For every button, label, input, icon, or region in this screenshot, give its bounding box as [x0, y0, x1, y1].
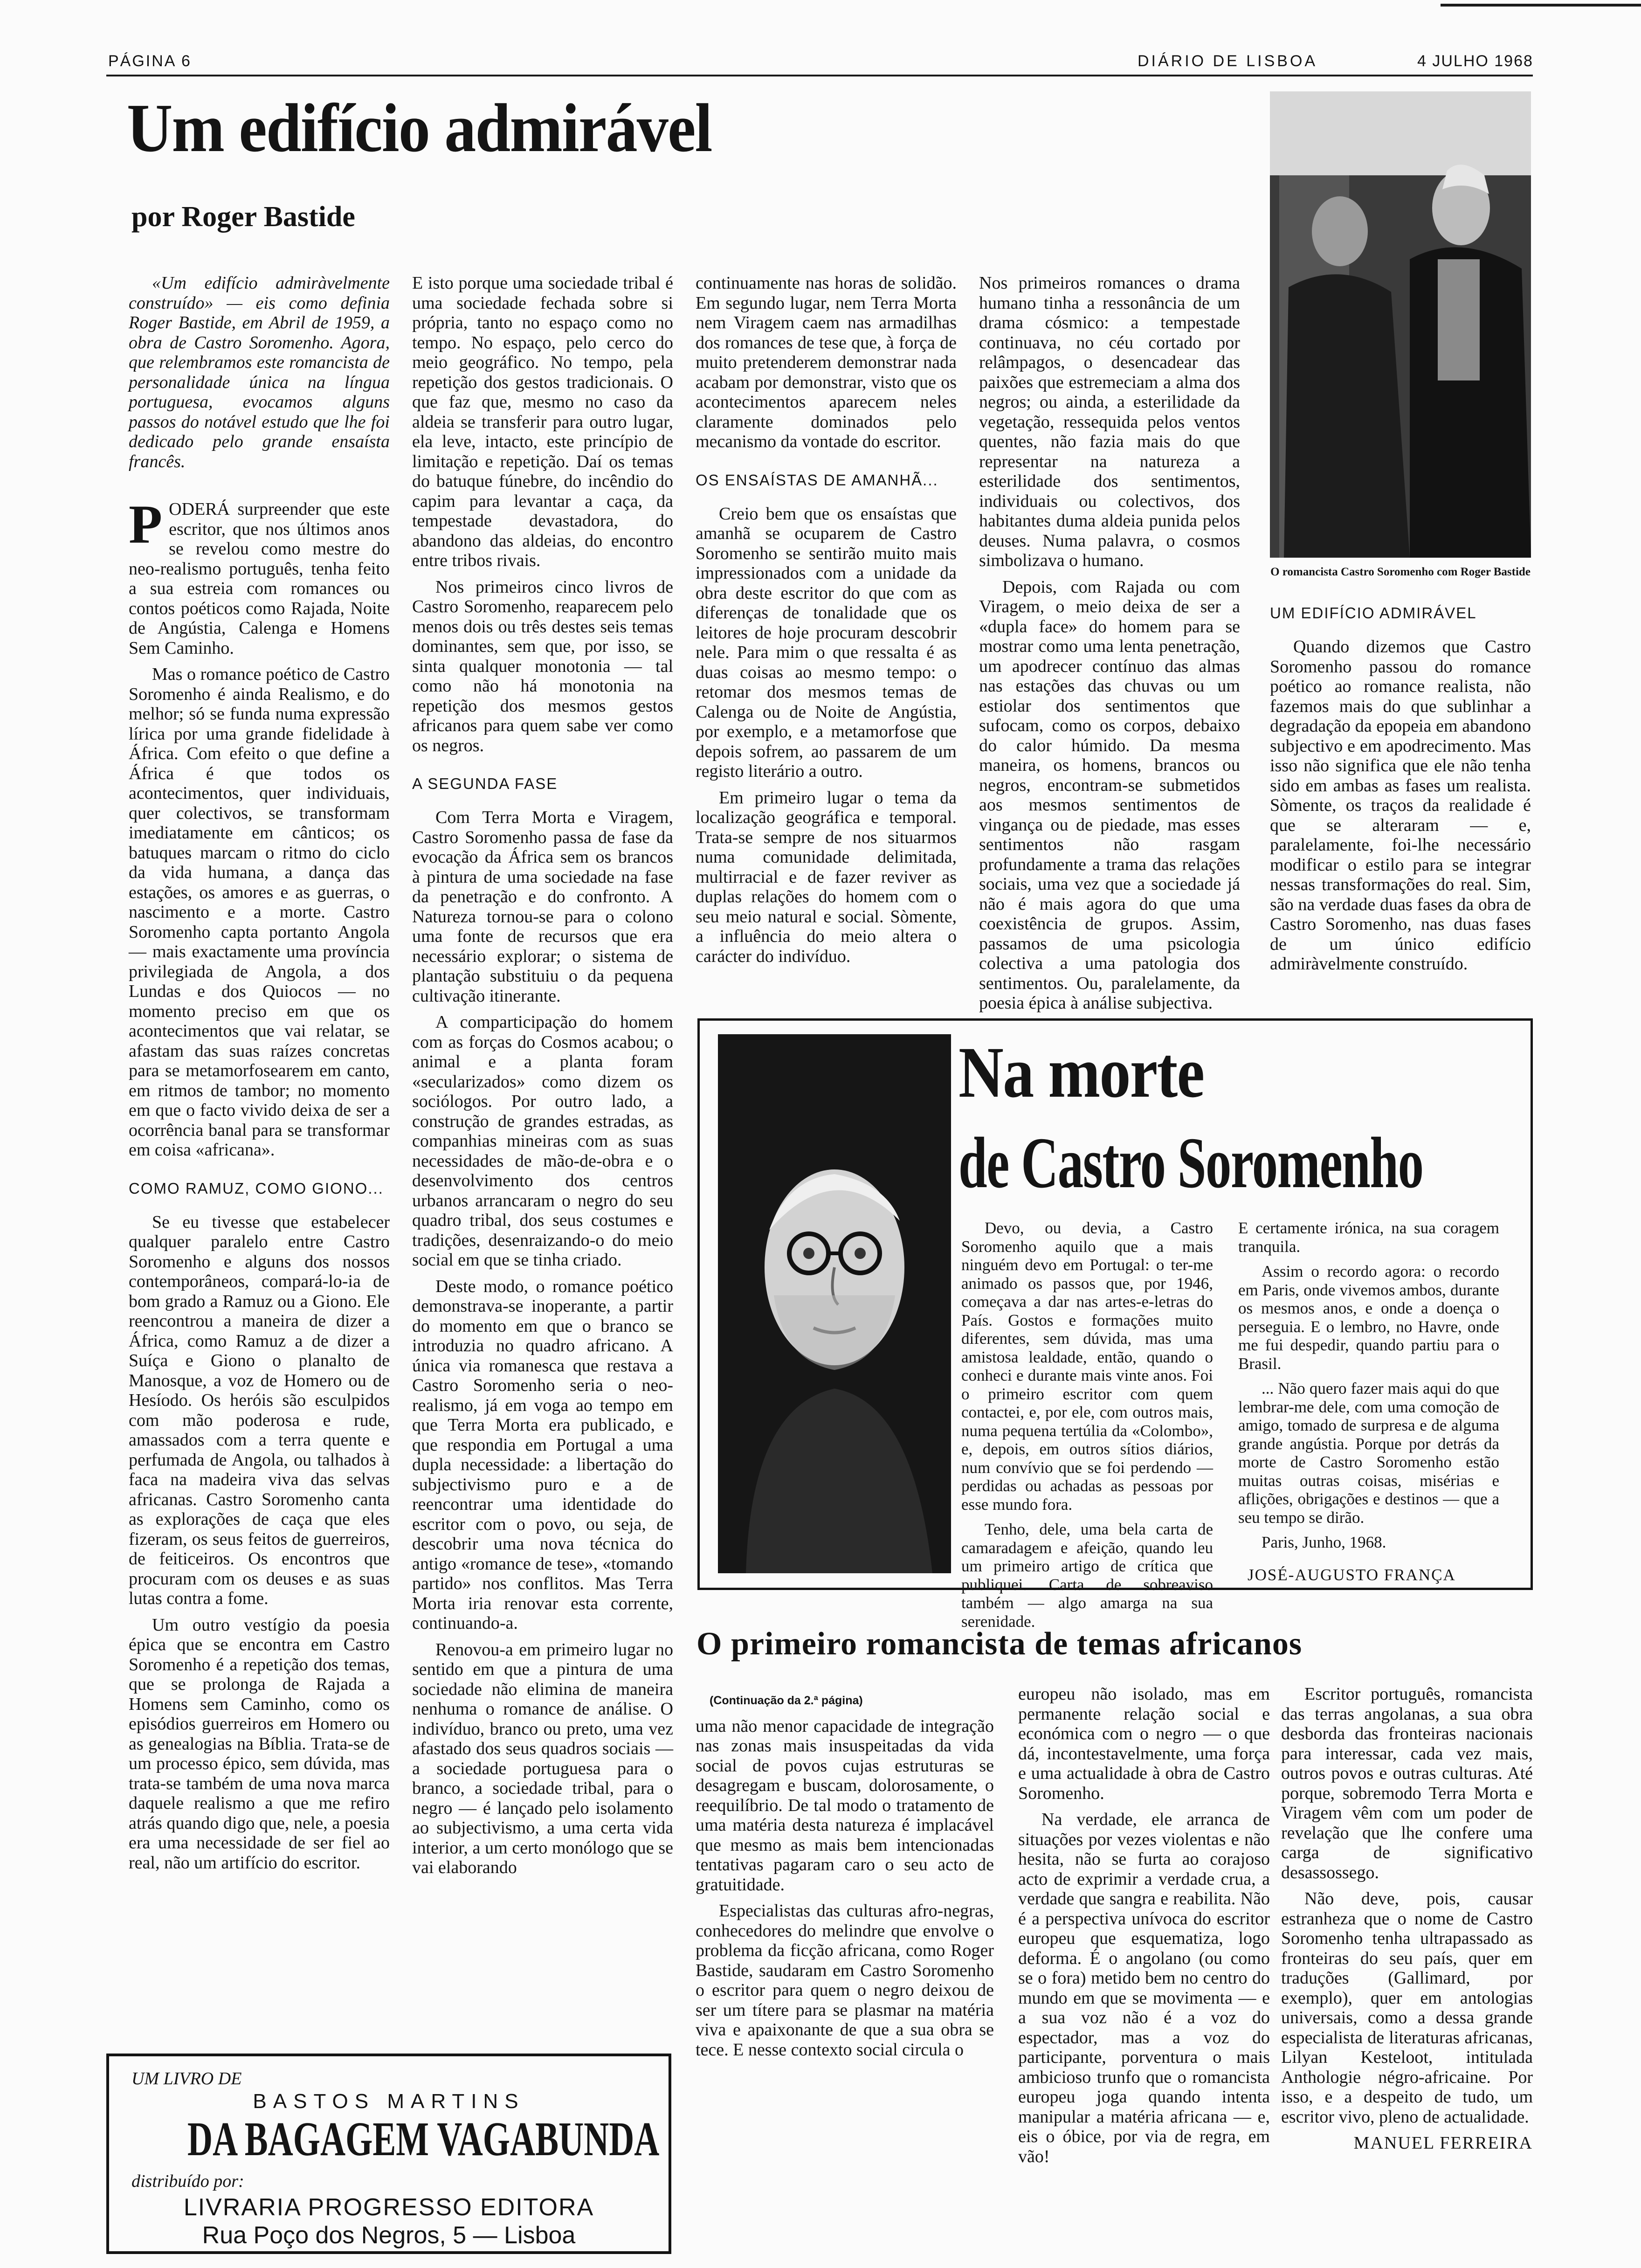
- continuation-note: (Continuação da 2.ª página): [710, 1694, 863, 1707]
- article3-headline: O primeiro romancista de temas africanos: [696, 1626, 1303, 1662]
- paragraph: Nos primeiros romances o drama humano tinha a ressonância de um drama cósmico: a tempestade continuava, no céu cortado por relâmpagos, o desencadear das paixões que estremeciam a alma dos negros; ou ainda, a esterilidade da vegetação, ressequida pelos ventos quentes, não fazia mais do que representar na natureza a esterilidade dos sentimentos, individuais ou colectivos, dos habitantes duma aldeia punida pelos deuses. Numa palavra, o cosmos simbolizava o humano.: [979, 273, 1240, 570]
- paragraph: Quando dizemos que Castro Soromenho passou do romance poético ao romance realista, não fazemos mais do que sublinhar a degradação da epopeia em abandono subjectivo e em apodrecimento. Mas isso não significa que ele não tenha sido em ambas as fases um realista. Sòmente, os traços da realidade é que se alteraram — e, paralelamente, foi-lhe necessário modificar o estilo para se integrar nessas transformações do real. Sim, são na verdade duas fases da obra de Castro Soromenho, nas duas fases de um único edifício admiràvelmente construído.: [1270, 637, 1531, 974]
- paragraph: Com Terra Morta e Viragem, Castro Soromenho passa de fase da evocação da África sem os brancos à pintura de uma sociedade na fase da penetração e do confronto. A Natureza tornou-se para o colono uma fonte de recursos que era necessário explorar; o sistema de plantação substituiu o da pequena cultivação itinerante.: [412, 808, 673, 1006]
- soromenho-portrait: [718, 1034, 951, 1573]
- paragraph: ... Não quero fazer mais aqui do que lembrar-me dele, com uma comoção de amigo, tomado de surpresa e de alguma grande angústia. Porque por detrás da morte de Castro Soromenho estão muitas outras coisas, misérias e aflições, obrigações e destinos — que a seu tempo se dirão.: [1238, 1379, 1499, 1527]
- bastide-soromenho-photo: [1270, 91, 1531, 558]
- advert-publisher: LIVRARIA PROGRESSO EDITORA: [183, 2194, 594, 2221]
- paragraph: uma não menor capacidade de integração nas zonas mais insuspeitadas da vida social de povos cujas estruturas se desagregam e buscam, dolorosamente, o reequilíbrio. De tal modo o tratamento de uma matéria desta natureza é implacável que mesmo as mais bem intencionadas tentativas pagaram caro o seu acto de gratuitidade.: [696, 1716, 994, 1895]
- article1-column-5: [1270, 603, 1531, 981]
- article2-headline-line2: de Castro Soromenho: [958, 1122, 1423, 1203]
- photo-illustration: [1270, 91, 1531, 558]
- paragraph: Na verdade, ele arranca de situações por vezes violentas e não hesita, não se furta ao corajoso acto de exprimir a verdade crua, a verdade que sangra e reabilita. Não é a perspectiva unívoca do escritor europeu que esquematiza, logo deforma. É o angolano (ou como se o fora) metido bem no centro do mundo em que se movimenta — e a sua voz não é a voz do espectador, mas a voz do participante, porventura o mais ambicioso trunfo que o romancista europeu joga quando intenta manipular a matéria africana — e, eis o óbice, por via de regra, em vão!: [1018, 1810, 1270, 2166]
- article1-lead-paragraph: [129, 494, 390, 658]
- article3-signature: MANUEL FERREIRA: [1353, 2133, 1533, 2153]
- paragraph: Mas o romance poético de Castro Soromenho é ainda Realismo, e do melhor; só se funda numa expressão lírica por uma grande fidelidade à África. Com efeito o que define a África é que todos os acontecimentos, quer individuais, quer colectivos, se transformam imediatamente em cânticos; os batuques marcam o ritmo do ciclo da vida humana, a dança das estações, os amores e as guerras, o nascimento e a morte. Castro Soromenho capta portanto Angola — mais exactamente uma província privilegiada de Angola, a dos Lundas e dos Quiocos — no momento preciso em que os acontecimentos que vai relatar, se afastam das suas raízes concretas para se metamorfosearem em canto, em ritmos de tambor; no momento em que o facto vivido deixa de ser a ocorrência banal para se transformar em coisa «africana».: [129, 664, 390, 1160]
- paragraph: Depois, com Rajada ou com Viragem, o meio deixa de ser a «dupla face» do homem para se mostrar como uma lenta penetração, um apodrecer contínuo das almas nas estações das chuvas ou um estiolar dos sentimentos que sufocam, como os corpos, debaixo do calor húmido. Da mesma maneira, os homens, brancos ou negros, encontram-se submetidos aos mesmos sentimentos de vingança ou de piedade, mas esses sentimentos não rasgam profundamente a trama das relações sociais, uma vez que a sociedade já não é mais agora do que uma coexistência de grupos. Assim, passamos de uma psicologia colectiva a uma patologia dos sentimentos. Ou, paralelamente, da poesia épica à análise subjectiva.: [979, 577, 1240, 1013]
- subheading: A SEGUNDA FASE: [412, 775, 558, 792]
- issue-date: 4 JULHO 1968: [1417, 52, 1533, 70]
- advert-address: Rua Poço dos Negros, 5 — Lisboa: [202, 2222, 576, 2249]
- top-rule: [1441, 4, 1641, 7]
- newspaper-name: DIÁRIO DE LISBOA: [1138, 52, 1318, 70]
- paragraph: continuamente nas horas de solidão. Em segundo lugar, nem Terra Morta nem Viragem caem nas armadilhas dos romances de tese que, à força de muito pretenderem demonstrar nada acabam por demonstrar, visto que os acontecimentos aparecem neles claramente dominados pelo mecanismo da vontade do escritor.: [696, 273, 957, 451]
- paragraph: Nos primeiros cinco livros de Castro Soromenho, reaparecem pelo menos dois ou três destes seis temas dominantes, sem que, por isso, se sinta qualquer monotonia — tal como não há monotonia na repetição dos mesmos gestos africanos para quem sabe ver como os negros.: [412, 577, 673, 755]
- subheading: OS ENSAÍSTAS DE AMANHÃ...: [696, 471, 938, 489]
- article1-lead-text: ODERÁ surpreender que este escritor, que nos últimos anos se revelou como mestre do neo-realismo português, tenha feito a sua estreia com romances ou contos poéticos como Rajada, Noite de Angústia, Calenga e Homens Sem Caminho.: [129, 499, 390, 658]
- article1-column-1: [129, 273, 390, 1879]
- paragraph: Devo, ou devia, a Castro Soromenho aquilo que a mais ninguém devo em Portugal: o ter-me animado os passos que, por 1946, começava a dar nas artes-e-letras do País. Gostos e formações muito diferentes, sem dúvida, mas uma amistosa lealdade, então, quando o conheci e durante mais vinte anos. Foi o primeiro escritor com quem contactei, e, por ele, com outros mais, numa pequena tertúlia da «Colombo», e, depois, em outros sítios diários, num convívio que se foi perdendo — perdidas ou achadas as pessoas por esse mundo fora.: [961, 1219, 1213, 1514]
- photo-caption: O romancista Castro Soromenho com Roger Bastide: [1270, 566, 1531, 578]
- paragraph: Um outro vestígio da poesia épica que se encontra em Castro Soromenho é a repetição dos temas, que se prolonga de Rajada a Homens sem Caminho, como os episódios guerreiros em Homero ou as genealogias na Bíblia. Trata-se de um processo épico, sem dúvida, mas trata-se também de uma nova marca daquele realismo a que me refiro atrás quando digo que, nele, a poesia era uma necessidade de ser fiel ao real, não um artifício do escritor.: [129, 1615, 390, 1873]
- paragraph: E isto porque uma sociedade tribal é uma sociedade fechada sobre si própria, tanto no espaço como no tempo. No espaço, pelo cerco do meio geográfico. No tempo, pela repetição dos gestos tradicionais. O que faz que, mesmo no caso da aldeia se transferir para outro lugar, ela leve, intacto, este princípio de limitação e repetição. Daí os temas do batuque fúnebre, do incêndio do capim para levantar a caça, da tempestade devastadora, do abandono das aldeias, do encontro entre tribos rivais.: [412, 273, 673, 570]
- dateline: Paris, Junho, 1968.: [1262, 1533, 1386, 1551]
- paragraph: Renovou-a em primeiro lugar no sentido em que a pintura de uma sociedade não elimina de maneira nenhuma o romance de análise. O indivíduo, branco ou preto, uma vez afastado dos seus quadros sociais — a sociedade portuguesa para o branco, a sociedade tribal, para o negro — é lançado pelo isolamento ao subjectivismo, a uma certa vida interior, a um certo monólogo que se vai elaborando: [412, 1639, 673, 1877]
- article2-column-1: [961, 1219, 1213, 1637]
- advert-intro: UM LIVRO DE: [131, 2069, 242, 2088]
- paragraph: Em primeiro lugar o tema da localização geográfica e temporal. Trata-se sempre de nos situarmos numa comunidade delimitada, multirracial e de fazer reviver as duplas relações do homem com o seu meio natural e social. Sòmente, a influência do meio altera o carácter do indivíduo.: [696, 788, 957, 966]
- paragraph: A comparticipação do homem com as forças do Cosmos acabou; o animal e a planta foram «secularizados» como dizem os sociólogos. Por outro lado, a construção de grandes estradas, as companhias mineiras com as suas necessidades de mão-de-obra e o desenvolvimento dos centros urbanos arrancaram o negro do seu quadro tribal, dos seus costumes e tradições, desenraizando-o do meio social em que se tinha criado.: [412, 1012, 673, 1270]
- advert-distributor-label: distribuído por:: [131, 2171, 244, 2191]
- subheading: UM EDIFÍCIO ADMIRÁVEL: [1270, 604, 1477, 622]
- paragraph: E certamente irónica, na sua coragem tranquila.: [1238, 1219, 1499, 1256]
- drop-cap: P: [129, 494, 163, 555]
- article1-headline: Um edifício admirável: [127, 90, 712, 166]
- article1-column-3: [696, 273, 957, 973]
- article1-intro: «Um edifício admiràvelmente construído» — eis como definia Roger Bastide, em Abril de 1959, a obra de Castro Soromenho. Agora, que relembramos este romancista de personalidade única na língua portuguesa, evocamos alguns passos do notável estudo que lhe foi dedicado pelo grande ensaísta francês.: [129, 273, 390, 471]
- article1-column-2: [412, 273, 673, 1884]
- paragraph: Se eu tivesse que estabelecer qualquer paralelo entre Castro Soromenho e alguns dos nossos contemporâneos, compará-lo-ia de bom grado a Ramuz ou a Giono. Ele reencontrou a maneira de dizer a África, como Ramuz a de dizer a Suíça e Giono o planalto de Manosque, a voz de Homero ou de Hesíodo. Os heróis são esculpidos com mão poderosa e rude, amassados com a terra quente e perfumada de Angola, ou talhados à faca na madeira viva das selvas africanas. Castro Soromenho canta as explorações de caça que eles fizeram, os seus feitos de guerreiros, de feiticeiros. Os encontros que procuram com os deuses e as suas lutas contra a fome.: [129, 1212, 390, 1608]
- article2-headline-line1: Na morte: [958, 1032, 1204, 1113]
- article3-column-2: [1018, 1684, 1270, 2173]
- subheading: COMO RAMUZ, COMO GIONO...: [129, 1179, 384, 1197]
- paragraph: Assim o recordo agora: o recordo em Paris, onde vivemos ambos, durante os mesmos anos, e onde a doença o perseguia. E o lembro, no Havre, onde me fui despedir, quando partiu para o Brasil.: [1238, 1262, 1499, 1373]
- article3-column-3: [1281, 1684, 1533, 2160]
- article1-column-4: [979, 273, 1240, 1020]
- paragraph: Não deve, pois, causar estranheza que o nome de Castro Soromenho tenha ultrapassado as fronteiras do seu país, quer em traduções (Gallimard, por exemplo), quer em antologias universais, como a dessa grande especialista de literaturas africanas, Lilyan Kesteloot, intitulada Anthologie négro-africaine. Por isso, e a despeito de tudo, um escritor vivo, pleno de actualidade.: [1281, 1889, 1533, 2127]
- article1-byline: por Roger Bastide: [131, 201, 355, 233]
- article3-column-1: [696, 1691, 994, 2066]
- page-number: PÁGINA 6: [108, 52, 192, 70]
- paragraph: europeu não isolado, mas em permanente relação social e económica com o negro — o que dá, incontestavelmente, uma força e uma actualidade à obra de Castro Soromenho.: [1018, 1684, 1270, 1803]
- article2-signature: JOSÉ-AUGUSTO FRANÇA: [1248, 1565, 1456, 1584]
- article2-column-2: [1238, 1219, 1499, 1590]
- paragraph: Tenho, dele, uma bela carta de camaradagem e afeição, quando leu um primeiro artigo de crítica que publiquei. Carta de sobreaviso também — algo amarga na sua serenidade.: [961, 1520, 1213, 1631]
- paragraph: Especialistas das culturas afro-negras, conhecedores do melindre que envolve o problema da ficção africana, como Roger Bastide, saudaram em Castro Soromenho o escritor para quem o negro deixou de ser um títere para se plasmar na matéria viva e apaixonante de que a sua obra se tece. E nesse contexto social circula o: [696, 1901, 994, 2060]
- portrait-illustration: [718, 1034, 951, 1573]
- advert-book-title: DA BAGAGEM VAGABUNDA: [187, 2112, 660, 2166]
- book-advert: [106, 2054, 671, 2254]
- paragraph: Escritor português, romancista das terras angolanas, a sua obra desborda das fronteiras nacionais para interessar, cada vez mais, outros povos e outras culturas. Até porque, sobremodo Terra Morta e Viragem vêm com um poder de revelação que lhe confere uma carga de significativo desassossego.: [1281, 1684, 1533, 1882]
- paragraph: Creio bem que os ensaístas que amanhã se ocuparem de Castro Soromenho se sentirão muito mais impressionados com a unidade da obra deste escritor do que com as diferenças de tonalidade que os leitores de hoje procuram descobrir nele. Para mim o que ressalta é as duas coisas ao mesmo tempo: o retomar dos mesmos temas de Calenga ou de Noite de Angústia, por exemplo, e a metamorfose que depois sofrem, ao passarem de um registo literário a outro.: [696, 504, 957, 781]
- masthead-rule: [106, 75, 1533, 76]
- paragraph: Deste modo, o romance poético demonstrava-se inoperante, a partir do momento em que o branco se introduzia no quadro africano. A única via romanesca que restava a Castro Soromenho seria o neo-realismo, já em voga ao tempo em que Terra Morta era publicado, e que respondia em Portugal a uma dupla necessidade: a libertação do subjectivismo puro e a de reencontrar uma identidade do escritor com o povo, ou seja, de descobrir uma nova técnica do antigo «romance de tese», «tomando partido» nos conflitos. Mas Terra Morta iria renovar esta corrente, continuando-a.: [412, 1276, 673, 1633]
- advert-author: BASTOS MARTINS: [253, 2090, 525, 2113]
